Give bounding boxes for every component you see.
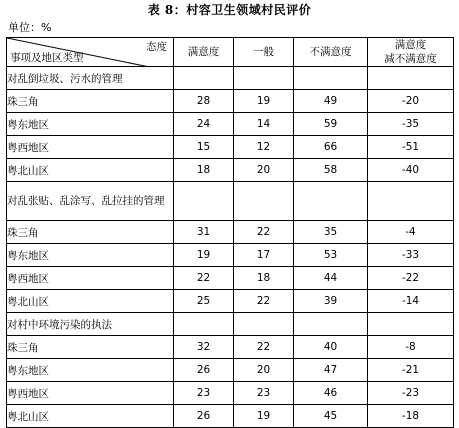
region-cell: 粤北山区 <box>7 405 174 428</box>
value-cell-v4: -14 <box>368 290 454 313</box>
table-title: 表 8：村容卫生领域村民评价 <box>147 3 312 17</box>
region-cell: 珠三角 <box>7 221 174 244</box>
table-row <box>7 244 454 267</box>
value-cell-v4: -40 <box>368 159 454 182</box>
value-cell-v3: 44 <box>294 267 368 290</box>
table-row <box>7 136 454 159</box>
value-cell-v4: -23 <box>368 382 454 405</box>
value-cell-v2: 23 <box>234 382 294 405</box>
value-cell-v4: -20 <box>368 90 454 113</box>
table-row <box>7 113 454 136</box>
value-cell-v2: 17 <box>234 244 294 267</box>
table-row <box>7 90 454 113</box>
empty-cell <box>234 67 294 90</box>
section-title: 对乱倒垃圾、污水的管理 <box>7 67 174 90</box>
table-row <box>7 405 454 428</box>
value-cell-v3: 53 <box>294 244 368 267</box>
empty-cell <box>234 313 294 336</box>
section-row <box>7 67 454 90</box>
value-cell-v3: 66 <box>294 136 368 159</box>
table-row <box>7 290 454 313</box>
region-cell: 珠三角 <box>7 90 174 113</box>
header-item-label: 事项及地区类型 <box>10 52 84 64</box>
table-row <box>7 267 454 290</box>
header-satisfied: 满意度 <box>174 38 234 67</box>
empty-cell <box>368 182 454 221</box>
region-cell: 粤北山区 <box>7 159 174 182</box>
header-net-satisfaction <box>368 38 454 67</box>
header-net-line2: 减不满意度 <box>384 53 437 65</box>
value-cell-v3: 35 <box>294 221 368 244</box>
empty-cell <box>174 182 234 221</box>
value-cell-v1: 25 <box>174 290 234 313</box>
value-cell-v3: 59 <box>294 113 368 136</box>
value-cell-v1: 31 <box>174 221 234 244</box>
empty-cell <box>174 67 234 90</box>
value-cell-v4: -51 <box>368 136 454 159</box>
value-cell-v4: -8 <box>368 336 454 359</box>
region-cell: 粤北山区 <box>7 290 174 313</box>
header-neutral: 一般 <box>234 38 294 67</box>
region-cell: 粤东地区 <box>7 113 174 136</box>
value-cell-v2: 20 <box>234 359 294 382</box>
value-cell-v1: 24 <box>174 113 234 136</box>
value-cell-v3: 49 <box>294 90 368 113</box>
header-dissatisfied: 不满意度 <box>294 38 368 67</box>
value-cell-v1: 32 <box>174 336 234 359</box>
value-cell-v3: 47 <box>294 359 368 382</box>
value-cell-v4: -33 <box>368 244 454 267</box>
value-cell-v1: 28 <box>174 90 234 113</box>
section-row <box>7 182 454 221</box>
value-cell-v2: 19 <box>234 405 294 428</box>
region-cell: 粤东地区 <box>7 244 174 267</box>
value-cell-v2: 12 <box>234 136 294 159</box>
empty-cell <box>368 67 454 90</box>
table-row <box>7 382 454 405</box>
value-cell-v4: -22 <box>368 267 454 290</box>
value-cell-v1: 23 <box>174 382 234 405</box>
value-cell-v2: 14 <box>234 113 294 136</box>
value-cell-v4: -21 <box>368 359 454 382</box>
value-cell-v4: -4 <box>368 221 454 244</box>
diagonal-header-cell <box>7 38 174 67</box>
region-cell: 珠三角 <box>7 336 174 359</box>
header-net-line1: 满意度 <box>394 39 427 51</box>
table-row <box>7 159 454 182</box>
value-cell-v2: 19 <box>234 90 294 113</box>
empty-cell <box>234 182 294 221</box>
section-title: 对乱张贴、乱涂写、乱拉挂的管理 <box>7 182 174 221</box>
value-cell-v3: 58 <box>294 159 368 182</box>
value-cell-v3: 40 <box>294 336 368 359</box>
table-row <box>7 359 454 382</box>
value-cell-v3: 45 <box>294 405 368 428</box>
region-cell: 粤西地区 <box>7 136 174 159</box>
section-row <box>7 313 454 336</box>
value-cell-v2: 22 <box>234 290 294 313</box>
header-attitude-label: 态度 <box>146 41 167 53</box>
empty-cell <box>294 182 368 221</box>
table-row <box>7 221 454 244</box>
value-cell-v4: -35 <box>368 113 454 136</box>
value-cell-v2: 20 <box>234 159 294 182</box>
value-cell-v2: 22 <box>234 221 294 244</box>
value-cell-v3: 46 <box>294 382 368 405</box>
value-cell-v4: -18 <box>368 405 454 428</box>
region-cell: 粤西地区 <box>7 267 174 290</box>
empty-cell <box>294 67 368 90</box>
evaluation-table <box>6 37 454 428</box>
value-cell-v1: 15 <box>174 136 234 159</box>
value-cell-v1: 26 <box>174 405 234 428</box>
value-cell-v1: 26 <box>174 359 234 382</box>
unit-label: 单位：% <box>8 21 52 34</box>
table-row <box>7 336 454 359</box>
empty-cell <box>368 313 454 336</box>
region-cell: 粤东地区 <box>7 359 174 382</box>
region-cell: 粤西地区 <box>7 382 174 405</box>
section-title: 对村中环境污染的执法 <box>7 313 174 336</box>
value-cell-v1: 19 <box>174 244 234 267</box>
value-cell-v1: 18 <box>174 159 234 182</box>
value-cell-v2: 18 <box>234 267 294 290</box>
empty-cell <box>294 313 368 336</box>
header-row <box>7 38 454 67</box>
empty-cell <box>174 313 234 336</box>
value-cell-v1: 22 <box>174 267 234 290</box>
value-cell-v2: 22 <box>234 336 294 359</box>
value-cell-v3: 39 <box>294 290 368 313</box>
